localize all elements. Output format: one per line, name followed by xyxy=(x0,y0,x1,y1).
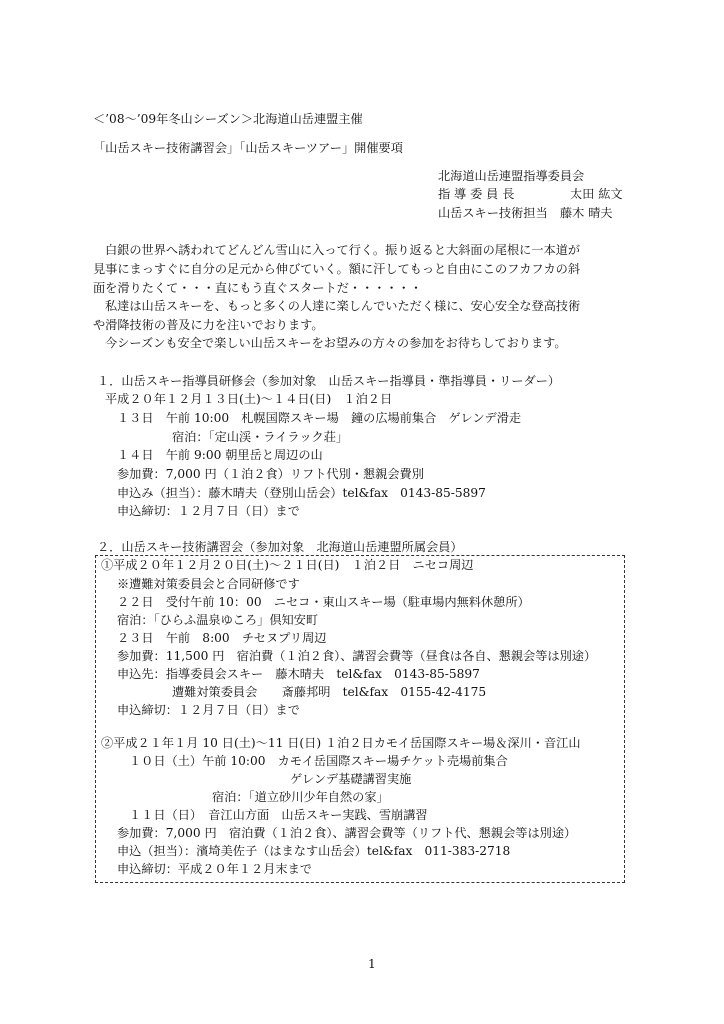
chair-name: 太田 紘文 xyxy=(570,187,623,201)
part2-line: 宿泊：「道立砂川少年自然の家」 xyxy=(212,790,389,804)
part2-line: １１日（日） 音江山方面 山岳スキー実践、雪崩講習 xyxy=(129,808,428,822)
part2-line: 申込締切：平成２０年１２月末まで xyxy=(117,862,312,876)
ski-role: 山岳スキー技術担当 xyxy=(438,206,548,220)
part1-line: 遭難対策委員会 斎藤邦明 tel&fax 0155-42-4175 xyxy=(172,685,487,699)
part1-line: 申込締切：１２月７日（日）まで xyxy=(117,703,300,717)
part1-line: ※遭難対策委員会と合同研修です xyxy=(117,577,300,591)
chair-role: 指 導 委 員 長 xyxy=(438,187,515,201)
part1-line: 参加費：11,500 円 宿泊費（１泊２食）、講習会費等（昼食は各自、懇親会等は別途） xyxy=(117,649,597,663)
part2-line: 申込（担当）：濱埼美佐子（はまなす山岳会）tel&fax 011-383-2718 xyxy=(117,844,511,858)
intro-line: 見事にまっすぐに自分の足元から伸びていく。額に汗してもっと自由にこのフカフカの斜 xyxy=(93,262,581,276)
section1-line: 宿泊：「定山渓・ライラック荘」 xyxy=(172,430,349,444)
section1-line: 参加費：7,000 円（１泊２食）リフト代別・懇親会費別 xyxy=(117,467,424,481)
part1-line: 宿泊：「ひらふ温泉ゆころ」倶知安町 xyxy=(117,613,319,627)
intro-line: や滑降技術の普及に力を注いでおります。 xyxy=(93,318,324,332)
section1-line: 申込締切：１２月７日（日）まで xyxy=(117,504,300,518)
part1-line: 申込先：指導委員会スキー 藤木晴夫 tel&fax 0143-85-5897 xyxy=(117,667,480,681)
intro-line: 面を滑りたくて・・・直にもう直ぐスタートだ・・・・・・ xyxy=(93,281,423,295)
part2-line: 参加費：7,000 円 宿泊費（１泊２食）、講習会費等（リフト代、懇親会等は別途） xyxy=(117,826,577,840)
section1-line: １４日 午前 9:00 朝里岳と周辺の山 xyxy=(117,448,323,462)
document-title: 「山岳スキー技術講習会」「山岳スキーツアー」開催要項 xyxy=(93,141,403,155)
intro-line: 今シーズンも安全で楽しい山岳スキーをお望みの方々の参加をお待ちしております。 xyxy=(105,336,567,350)
part1-line: ①平成２０年１２月２０日(土)〜２１日(日) １泊２日 ニセコ周辺 xyxy=(101,558,474,572)
section2-heading: ２．山岳スキー技術講習会（参加対象 北海道山岳連盟所属会員） xyxy=(97,540,463,554)
ski-name: 藤木 晴夫 xyxy=(560,206,613,220)
part2-line: ゲレンデ基礎講習実施 xyxy=(290,772,412,786)
section1-heading: １．山岳スキー指導員研修会（参加対象 山岳スキー指導員・準指導員・リーダー） xyxy=(97,374,561,388)
intro-line: 私達は山岳スキーを、もっと多くの人達に楽しんでいただく様に、安心安全な登高技術 xyxy=(105,299,581,313)
part1-line: ２２日 受付午前 10：00 ニセコ・東山スキー場（駐車場内無料休憩所） xyxy=(117,595,530,609)
section1-line: 申込み（担当）：藤木晴夫（登別山岳会）tel&fax 0143-85-5897 xyxy=(117,486,486,500)
season-line: ＜’08〜’09年冬山シーズン＞北海道山岳連盟主催 xyxy=(93,112,363,126)
part1-line: ２３日 午前 8:00 チセヌプリ周辺 xyxy=(117,631,327,645)
section1-line: 平成２０年１２月１３日(土)〜１４日(日) １泊２日 xyxy=(105,392,393,406)
page-number: 1 xyxy=(368,957,376,971)
part2-line: １０日（土）午前 10:00 カモイ岳国際スキー場チケット売場前集合 xyxy=(129,754,508,768)
intro-line: 白銀の世界へ誘われてどんどん雪山に入って行く。振り返ると大斜面の尾根に一本道が xyxy=(105,243,581,257)
part2-line: ②平成２１年１月 10 日(土)〜11 日(日) １泊２日カモイ岳国際スキー場＆深川・音江山 xyxy=(101,736,581,750)
organizer-org: 北海道山岳連盟指導委員会 xyxy=(438,169,585,183)
section1-line: １３日 午前 10:00 札幌国際スキー場 鐘の広場前集合 ゲレンデ滑走 xyxy=(117,411,522,425)
